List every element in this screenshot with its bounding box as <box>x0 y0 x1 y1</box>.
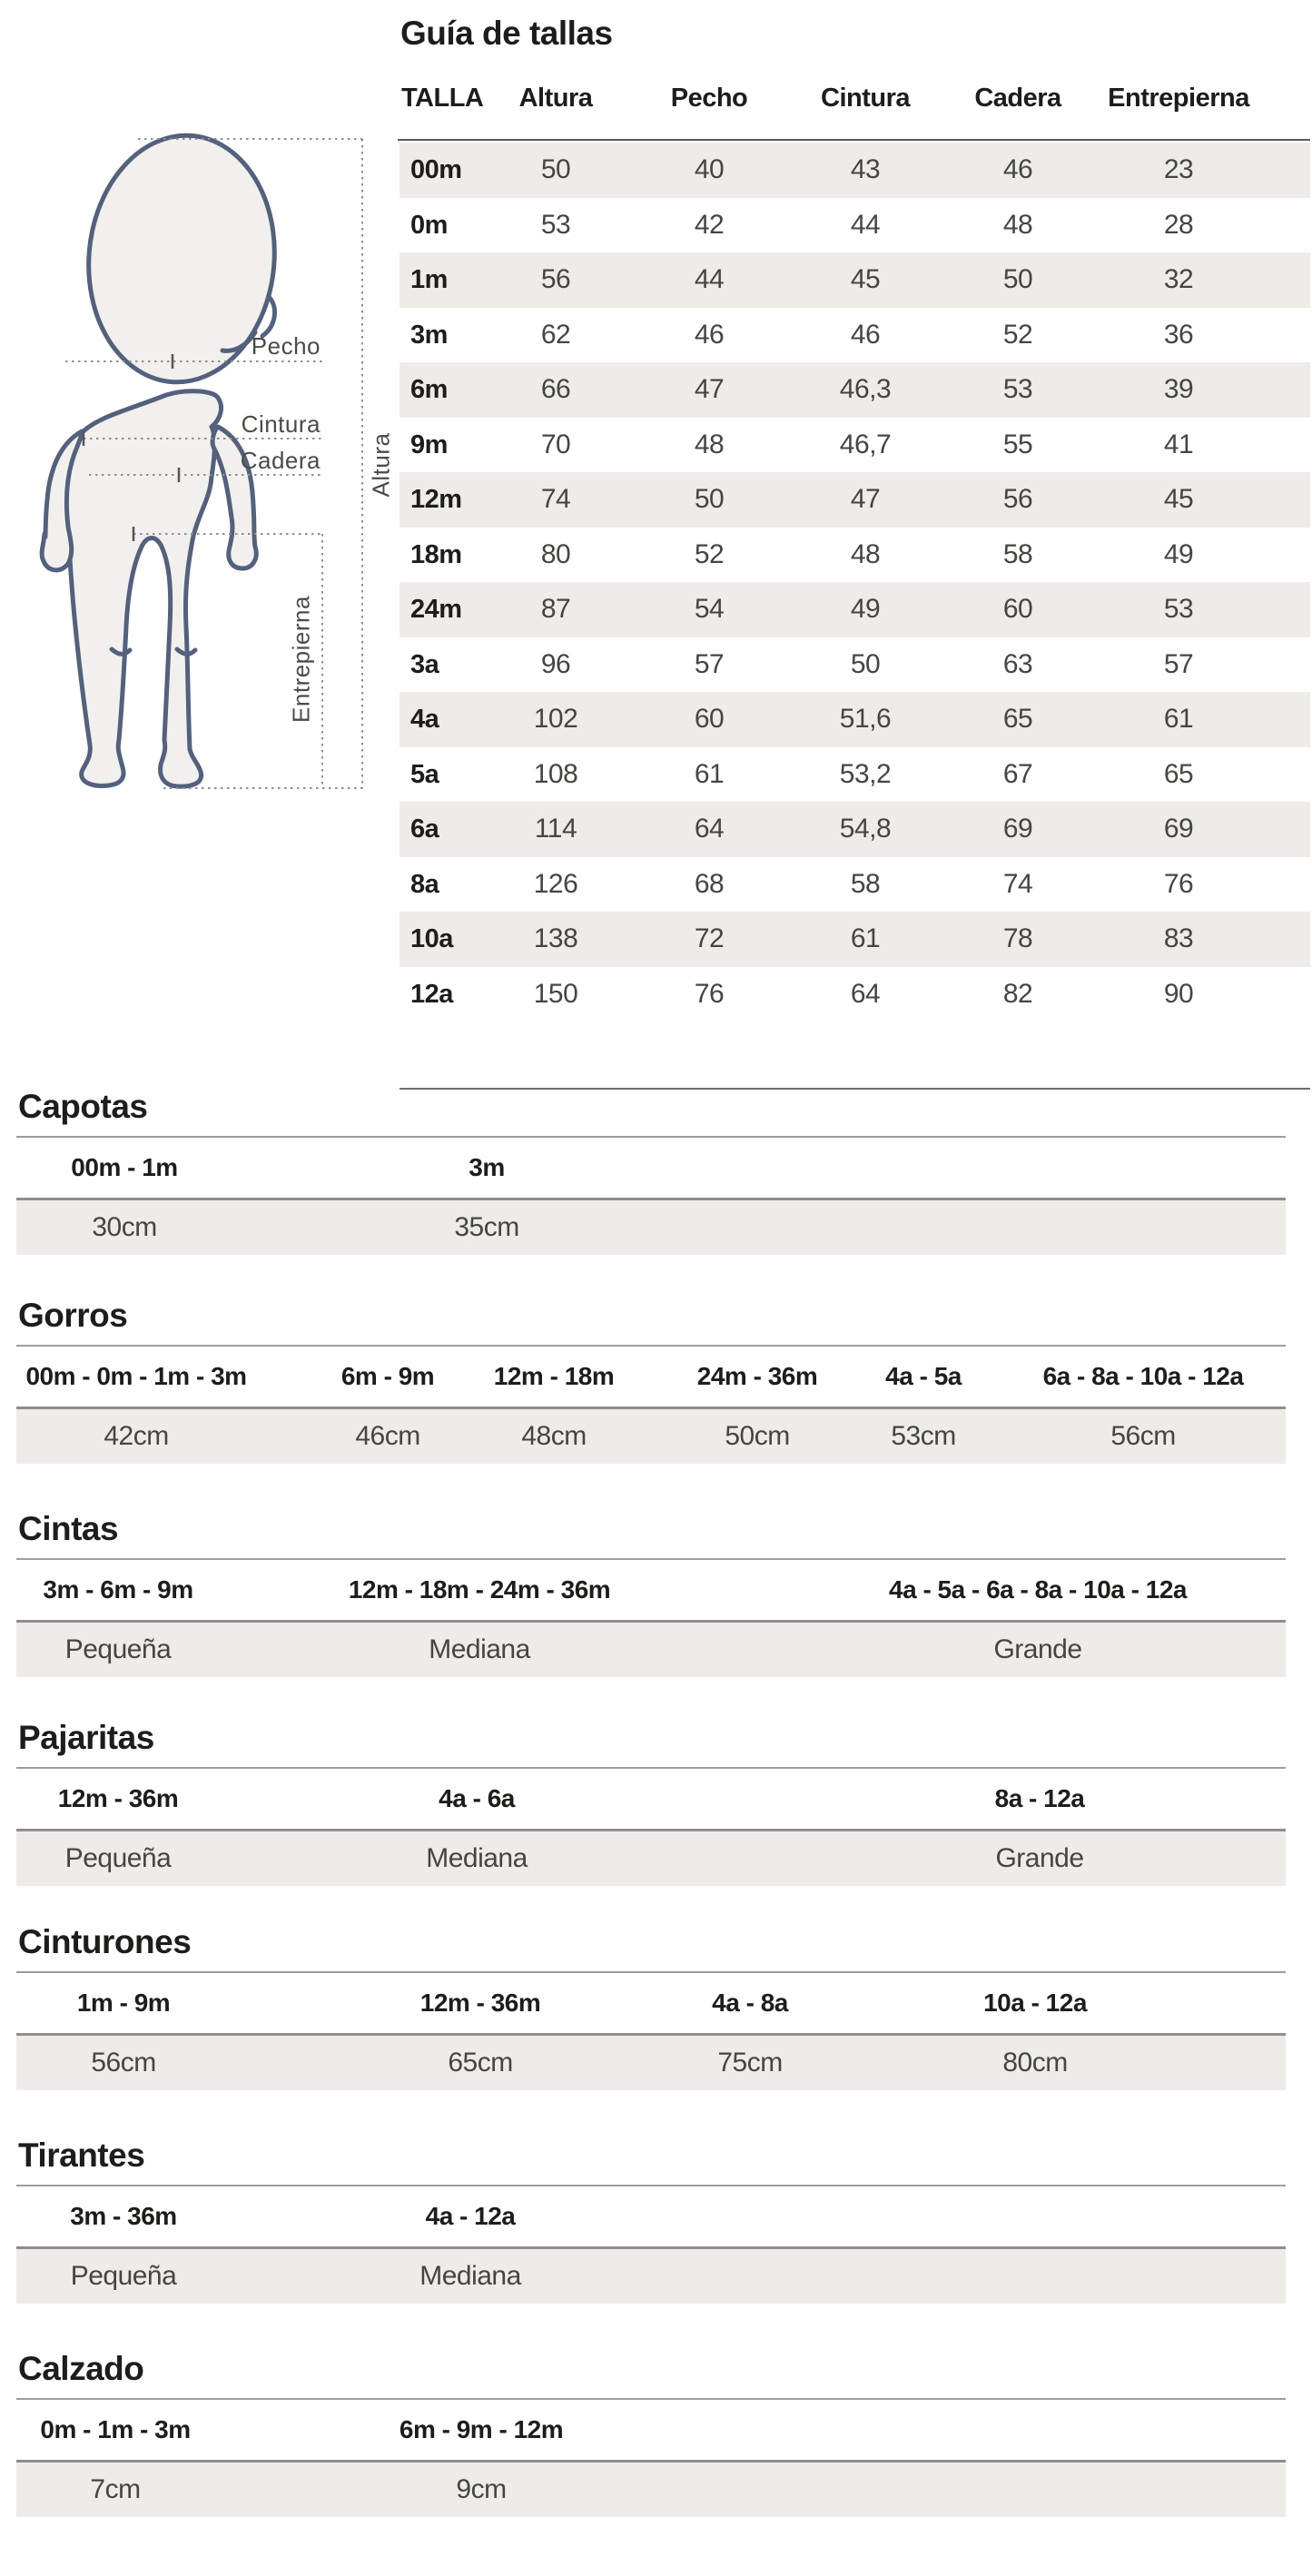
table-cell: 54,8 <box>839 814 892 844</box>
table-row-12m <box>400 472 1310 528</box>
table-cell: 47 <box>694 374 725 404</box>
size-row-label: 5a <box>410 759 439 789</box>
section-value: Grande <box>995 1843 1084 1873</box>
section-value: 75cm <box>717 2048 783 2078</box>
table-cell: 49 <box>850 594 881 624</box>
section-value: 56cm <box>91 2048 156 2078</box>
section-calzado <box>16 2350 1286 2519</box>
table-cell: 50 <box>694 484 725 514</box>
table-cell: 46 <box>850 319 881 350</box>
table-cell: 61 <box>1163 704 1194 734</box>
label-cintura: Cintura <box>241 410 321 438</box>
table-cell: 52 <box>1002 319 1033 350</box>
size-table-header-row <box>400 76 1310 136</box>
table-cell: 65 <box>1002 704 1033 734</box>
label-pecho: Pecho <box>251 332 321 360</box>
size-row-label: 6a <box>410 814 439 844</box>
section-value: Mediana <box>426 1843 528 1873</box>
section-values-row <box>16 2462 1286 2517</box>
size-row-label: 1m <box>410 265 448 294</box>
table-cell: 50 <box>850 648 881 679</box>
table-column-header: Pecho <box>670 84 748 113</box>
table-cell: 69 <box>1002 814 1033 844</box>
section-range-header: 10a - 12a <box>983 1989 1087 2017</box>
table-cell: 53 <box>1002 374 1033 404</box>
table-cell: 74 <box>1002 868 1033 899</box>
table-cell: 58 <box>1002 538 1033 569</box>
size-row-label: 8a <box>410 869 439 899</box>
section-value: Mediana <box>419 2261 521 2291</box>
table-cell: 23 <box>1163 154 1194 184</box>
table-cell: 60 <box>1002 594 1033 624</box>
section-values-row <box>16 1200 1286 1255</box>
table-cell: 67 <box>1002 758 1033 789</box>
section-header-row <box>16 1769 1286 1829</box>
table-row-4a <box>400 692 1310 747</box>
table-row-0m <box>400 198 1310 253</box>
table-cell: 126 <box>533 868 578 899</box>
table-cell: 52 <box>694 538 725 569</box>
section-title: Gorros <box>18 1297 128 1334</box>
section-value: Grande <box>993 1634 1082 1664</box>
section-range-header: 00m - 0m - 1m - 3m <box>25 1362 247 1390</box>
table-cell: 64 <box>850 978 881 1009</box>
table-cell: 82 <box>1002 978 1033 1009</box>
section-range-header: 12m - 36m <box>419 1989 541 2017</box>
section-header-row <box>16 1347 1286 1406</box>
section-value: Mediana <box>429 1634 530 1664</box>
table-row-24m <box>400 582 1310 637</box>
size-row-label: 0m <box>410 210 448 240</box>
section-title: Capotas <box>18 1088 148 1125</box>
section-header-row <box>16 2186 1286 2246</box>
table-row-10a <box>400 912 1310 967</box>
section-title: Calzado <box>18 2350 144 2387</box>
table-cell: 108 <box>533 758 578 789</box>
section-header-row <box>16 2400 1286 2460</box>
table-cell: 61 <box>694 758 725 789</box>
section-value: Pequeña <box>70 2261 177 2291</box>
size-row-label: 10a <box>410 924 453 953</box>
table-cell: 48 <box>1002 209 1033 240</box>
table-cell: 47 <box>850 484 881 514</box>
section-range-header: 12m - 18m <box>493 1362 615 1390</box>
table-row-5a <box>400 747 1310 803</box>
body-measurement-figure <box>0 0 400 835</box>
section-range-header: 00m - 1m <box>71 1153 178 1181</box>
table-cell: 56 <box>1002 484 1033 514</box>
table-row-6a <box>400 802 1310 857</box>
table-cell: 74 <box>540 484 571 514</box>
table-cell: 49 <box>1163 538 1194 569</box>
table-cell: 40 <box>694 154 725 184</box>
section-title: Tirantes <box>18 2137 145 2174</box>
table-cell: 102 <box>533 704 578 734</box>
table-cell: 48 <box>850 538 881 569</box>
section-range-header: 3m - 6m - 9m <box>43 1575 193 1604</box>
table-cell: 53 <box>1163 594 1194 624</box>
size-row-label: 3m <box>410 320 448 350</box>
section-values-row <box>16 1623 1286 1677</box>
table-cell: 45 <box>850 264 881 294</box>
table-column-header: Altura <box>518 84 593 113</box>
section-value: Pequeña <box>64 1634 172 1664</box>
section-values-row <box>16 2036 1286 2090</box>
size-table-top-divider <box>398 139 1310 141</box>
table-column-header: Entrepierna <box>1108 84 1249 113</box>
table-cell: 56 <box>540 264 571 294</box>
table-cell: 66 <box>540 374 571 404</box>
table-cell: 53,2 <box>839 758 892 789</box>
section-cintas <box>16 1510 1286 1679</box>
table-cell: 68 <box>694 868 725 899</box>
table-cell: 80 <box>540 538 571 569</box>
table-cell: 44 <box>694 264 725 294</box>
table-cell: 42 <box>694 209 725 240</box>
table-cell: 150 <box>533 978 578 1009</box>
section-value: 48cm <box>521 1421 587 1451</box>
table-row-18m <box>400 528 1310 583</box>
table-cell: 55 <box>1002 429 1033 459</box>
section-range-header: 24m - 36m <box>696 1362 818 1390</box>
section-value: 50cm <box>725 1421 790 1451</box>
table-cell: 48 <box>694 429 725 459</box>
section-value: 7cm <box>90 2474 141 2504</box>
section-range-header: 8a - 12a <box>994 1784 1085 1812</box>
table-cell: 76 <box>1163 868 1194 899</box>
table-row-12a <box>400 967 1310 1022</box>
section-range-header: 6m - 9m - 12m <box>399 2415 564 2443</box>
section-range-header: 6m - 9m <box>340 1362 435 1390</box>
table-row-9m <box>400 418 1310 473</box>
table-cell: 41 <box>1163 429 1194 459</box>
section-range-header: 3m - 36m <box>70 2202 177 2230</box>
page-title: Guía de tallas <box>400 15 613 52</box>
table-row-6m <box>400 362 1310 418</box>
size-row-label: 6m <box>410 375 448 404</box>
section-tirantes <box>16 2137 1286 2305</box>
section-range-header: 1m - 9m <box>76 1989 171 2017</box>
table-cell: 54 <box>694 594 725 624</box>
table-cell: 87 <box>540 594 571 624</box>
section-header-row <box>16 1560 1286 1620</box>
table-cell: 50 <box>540 154 571 184</box>
section-range-header: 4a - 5a - 6a - 8a - 10a - 12a <box>889 1575 1187 1604</box>
section-range-header: 12m - 18m - 24m - 36m <box>348 1575 611 1604</box>
section-header-row <box>16 1973 1286 2033</box>
section-header-row <box>16 1138 1286 1198</box>
section-value: 30cm <box>92 1212 157 1242</box>
table-cell: 63 <box>1002 648 1033 679</box>
table-cell: 28 <box>1163 209 1194 240</box>
section-range-header: 4a - 6a <box>439 1784 515 1812</box>
table-cell: 78 <box>1002 923 1033 953</box>
section-range-header: 4a - 8a <box>712 1989 788 2017</box>
table-cell: 70 <box>540 429 571 459</box>
size-row-label: 18m <box>410 539 462 569</box>
size-row-label: 24m <box>410 595 462 624</box>
table-row-8a <box>400 857 1310 913</box>
section-range-header: 4a - 5a <box>885 1362 962 1390</box>
section-range-header: 12m - 36m <box>57 1784 179 1812</box>
table-cell: 36 <box>1163 319 1194 350</box>
table-cell: 76 <box>694 978 725 1009</box>
table-cell: 45 <box>1163 484 1194 514</box>
table-row-00m <box>400 143 1310 198</box>
table-cell: 64 <box>694 814 725 844</box>
size-row-label: 12a <box>410 979 453 1009</box>
section-value: Pequeña <box>64 1843 172 1873</box>
label-altura: Altura <box>367 432 395 498</box>
section-value: 53cm <box>891 1421 956 1451</box>
table-cell: 57 <box>694 648 725 679</box>
label-cadera: Cadera <box>240 447 321 474</box>
section-title: Cinturones <box>18 1923 192 1960</box>
table-cell: 65 <box>1163 758 1194 789</box>
table-cell: 53 <box>540 209 571 240</box>
section-value: 9cm <box>456 2474 507 2504</box>
table-cell: 96 <box>540 648 571 679</box>
section-range-header: 4a - 12a <box>425 2202 516 2230</box>
table-cell: 114 <box>534 814 577 844</box>
table-cell: 72 <box>694 923 725 953</box>
table-cell: 58 <box>850 868 881 899</box>
table-cell: 138 <box>533 923 578 953</box>
size-row-label: 00m <box>410 155 462 184</box>
size-row-label: 9m <box>410 429 448 459</box>
size-row-label: 4a <box>410 705 439 734</box>
table-cell: 46 <box>1002 154 1033 184</box>
section-value: 65cm <box>448 2048 513 2078</box>
section-values-row <box>16 2249 1286 2304</box>
table-cell: 46,7 <box>839 429 892 459</box>
table-column-header: Cadera <box>974 84 1061 113</box>
table-cell: 90 <box>1163 978 1194 1009</box>
section-value: 56cm <box>1110 1421 1176 1451</box>
size-row-label: 12m <box>410 485 462 514</box>
table-row-3m <box>400 308 1310 363</box>
table-cell: 43 <box>850 154 881 184</box>
table-cell: 69 <box>1163 814 1194 844</box>
section-capotas <box>16 1088 1286 1257</box>
table-column-header: Cintura <box>821 84 910 113</box>
section-title: Cintas <box>18 1510 119 1547</box>
section-pajaritas <box>16 1719 1286 1888</box>
table-cell: 51,6 <box>839 704 892 734</box>
table-cell: 83 <box>1163 923 1194 953</box>
section-range-header: 0m - 1m - 3m <box>40 2415 191 2443</box>
table-cell: 46,3 <box>839 374 892 404</box>
table-cell: 60 <box>694 704 725 734</box>
section-value: 80cm <box>1002 2048 1068 2078</box>
section-range-header: 6a - 8a - 10a - 12a <box>1042 1362 1244 1390</box>
table-cell: 32 <box>1163 264 1194 294</box>
table-cell: 50 <box>1002 264 1033 294</box>
table-cell: 62 <box>540 319 571 350</box>
section-value: 46cm <box>355 1421 420 1451</box>
table-cell: 44 <box>850 209 881 240</box>
label-entrepierna: Entrepierna <box>287 596 315 723</box>
section-title: Pajaritas <box>18 1719 154 1756</box>
table-row-3a <box>400 637 1310 693</box>
section-gorros <box>16 1297 1286 1466</box>
section-value: 42cm <box>104 1421 169 1451</box>
table-column-header: TALLA <box>401 84 484 113</box>
size-row-label: 3a <box>410 649 439 679</box>
size-table-rows <box>400 143 1310 1022</box>
section-cinturones <box>16 1923 1286 2092</box>
size-table <box>400 76 1310 1009</box>
section-values-row <box>16 1831 1286 1886</box>
table-cell: 57 <box>1163 648 1194 679</box>
section-range-header: 3m <box>469 1153 505 1181</box>
table-row-1m <box>400 252 1310 308</box>
table-cell: 39 <box>1163 374 1194 404</box>
section-values-row <box>16 1409 1286 1464</box>
table-cell: 61 <box>850 923 881 953</box>
section-value: 35cm <box>454 1212 519 1242</box>
table-cell: 46 <box>694 319 725 350</box>
